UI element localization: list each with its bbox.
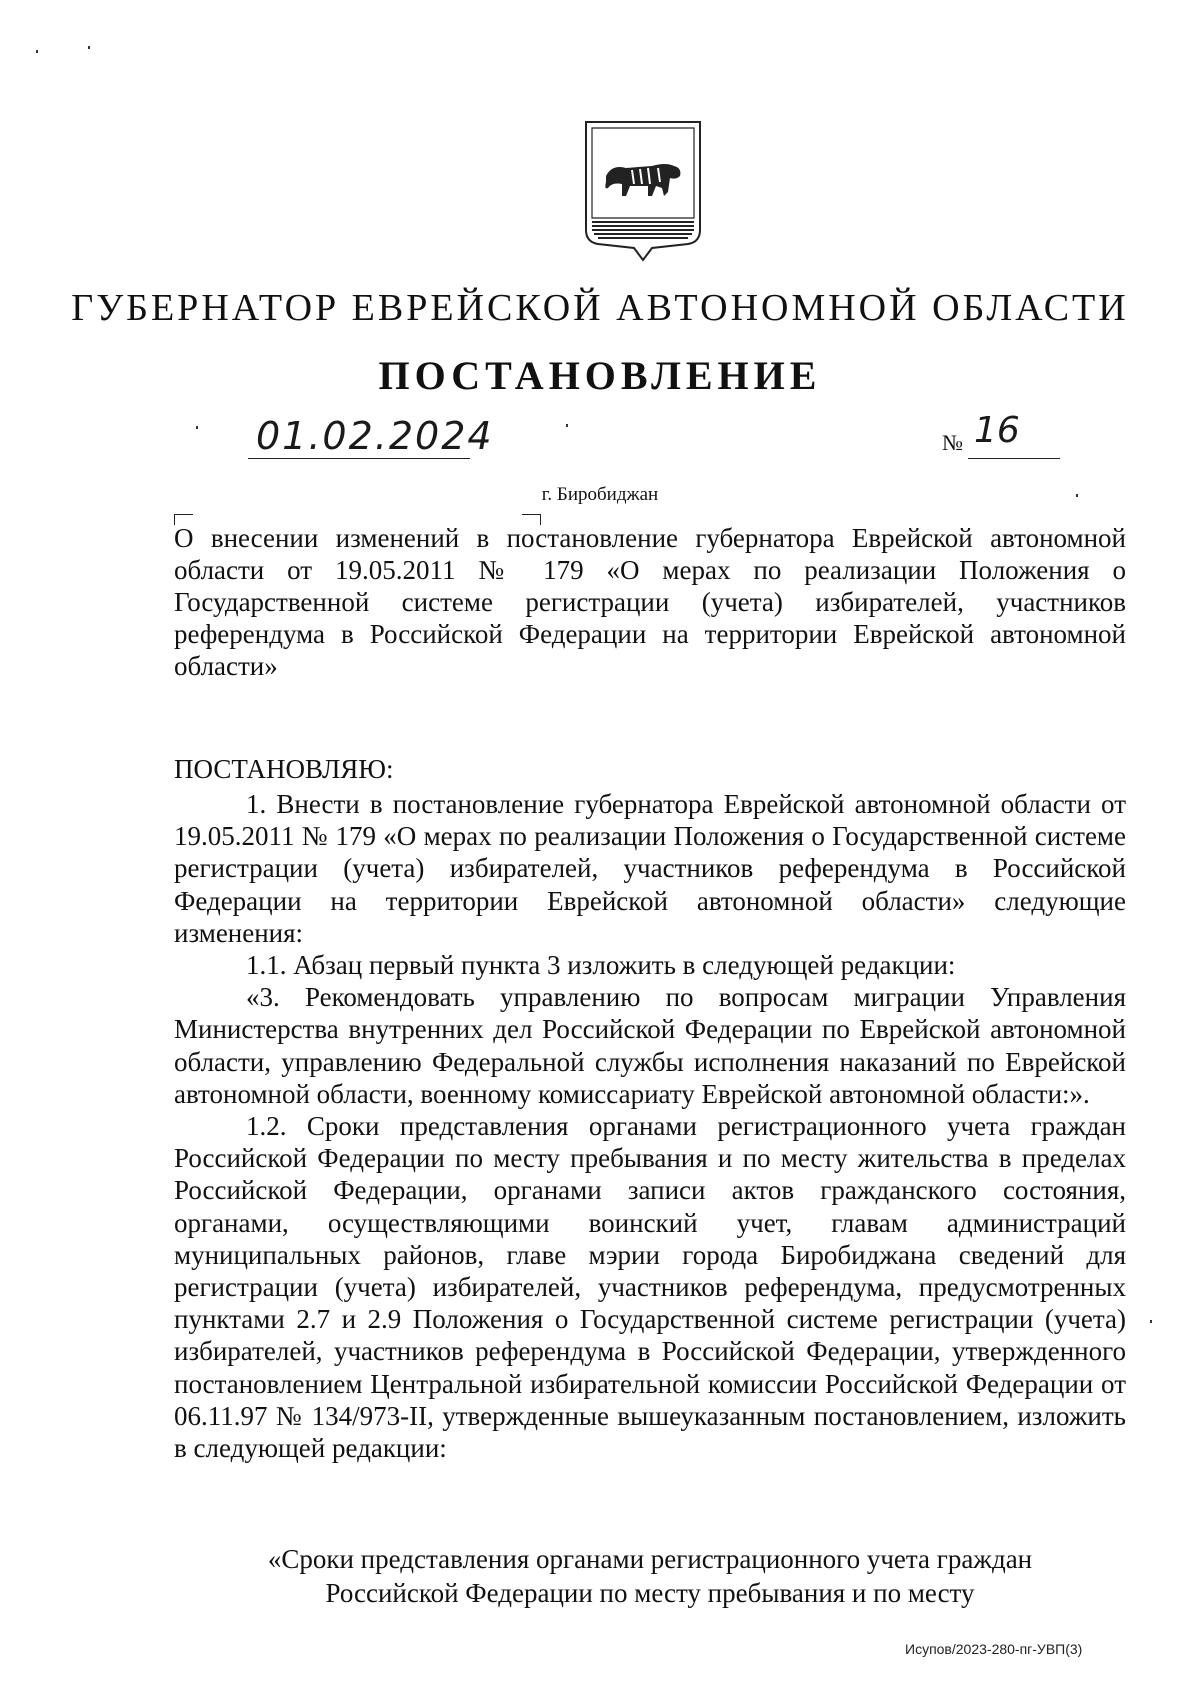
- number-label: №: [942, 430, 963, 455]
- paragraph: 1.1. Абзац первый пункта 3 изложить в следующей редакции:: [246, 950, 956, 981]
- city-name: г. Биробиджан: [541, 484, 659, 505]
- scan-speck: [196, 426, 198, 429]
- document-type-heading: ПОСТАНОВЛЕНИЕ: [378, 353, 822, 398]
- scan-speck: [88, 46, 90, 49]
- scan-speck: [566, 424, 568, 427]
- coat-of-arms-tiger-icon: [582, 118, 704, 264]
- document-reference-code: Исупов/2023-280-пг-УВП(3): [905, 1641, 1083, 1657]
- scan-speck: [36, 50, 38, 53]
- scan-speck: [1076, 494, 1078, 497]
- issuer-title: ГУБЕРНАТОР ЕВРЕЙСКОЙ АВТОНОМНОЙ ОБЛАСТИ: [71, 287, 1129, 329]
- quote-line: Российской Федерации по месту пребывания и по месту: [325, 1578, 975, 1608]
- document-body: [174, 788, 1126, 1464]
- decree-word: ПОСТАНОВЛЯЮ:: [174, 754, 394, 784]
- paragraph: 1.2. Сроки представления органами регистрационного учета граждан Российской Федерации по месту пребывания и по месту жительства в пределах Российской Федерации, органами записи актов гражданского состояния, органами, осуществляющими воинский учет, главам администраций муниципальных районов, главе мэрии города Биробиджана сведений для регистрации (учета) избирателей, участников референдума, предусмотренных пунктами 2.7 и 2.9 Положения о Государственной системе регистрации (учета) избирателей, участников референдума в Российской Федерации, утвержденного постановлением Центральной избирательной комиссии Российской Федерации от 06.11.97 № 134/973-II, утвержденные вышеуказанным постановлением, изложить в следующей редакции:: [174, 1111, 1126, 1464]
- scan-speck: [1150, 1320, 1152, 1323]
- number-underline: [968, 458, 1060, 459]
- paragraph: «3. Рекомендовать управлению по вопросам миграции Управления Министерства внутренних дел Российской Федерации по Еврейской автономной области, управлению Федеральной службы исполнения наказаний по Еврейской автономной области, военному комиссариату Еврейской автономной области:».: [174, 982, 1126, 1109]
- paragraph: 1. Внести в постановление губернатора Еврейской автономной области от 19.05.2011 № 179 «О мерах по реализации Положения о Государственной системе регистрации (учета) избирателей, участников референдума в Российской Федерации на территории Еврейской автономной области» следующие изменения:: [174, 789, 1126, 948]
- document-subject: О внесении изменений в постановление губернатора Еврейской автономной области от 19.05.2011 № 179 «О мерах по реализации Положения о Государственной системе регистрации (учета) избирателей, участников референдума в Российской Федерации на территории Еврейской автономной области»: [174, 523, 1126, 681]
- quoted-heading: [174, 1542, 1126, 1610]
- quote-line: «Сроки представления органами регистрационного учета граждан: [267, 1544, 1033, 1574]
- handwritten-number: 16: [974, 410, 1020, 451]
- handwritten-date: 01.02.2024: [256, 414, 494, 458]
- date-underline: [248, 458, 470, 459]
